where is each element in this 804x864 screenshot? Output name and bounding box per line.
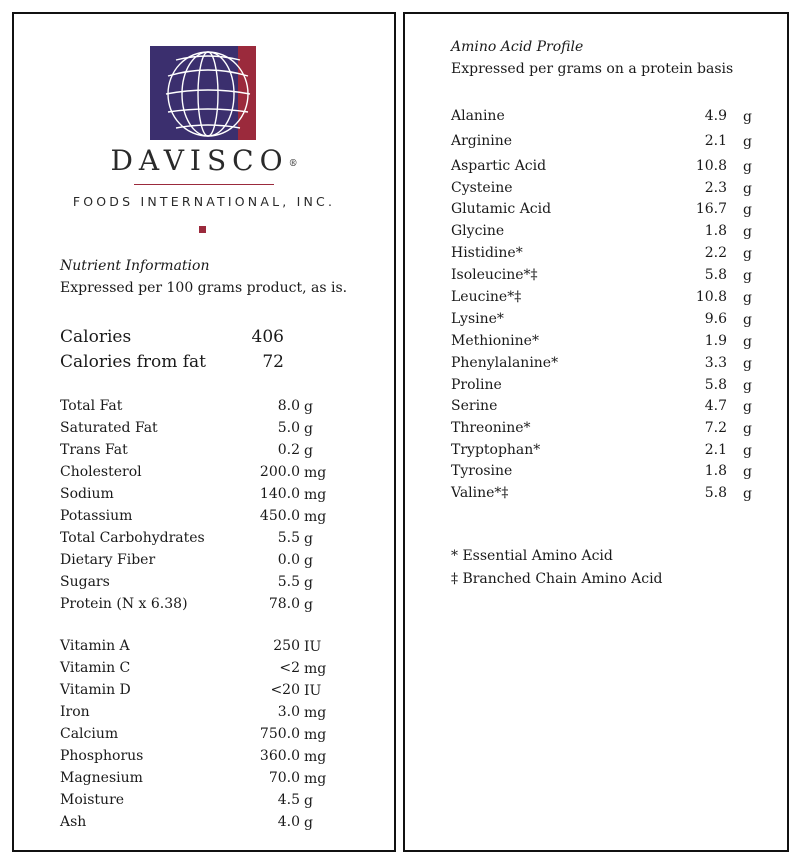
amino-value: 1.8 [704,463,727,479]
amino-unit: g [743,246,752,262]
nutrient-heading: Nutrient Information [60,258,210,274]
amino-label: Methionine* [451,333,539,349]
amino-label: Threonine* [451,420,531,436]
amino-unit: g [743,443,752,459]
nutrient-label: Total Fat [60,398,123,414]
amino-row [451,180,781,200]
amino-row [451,355,781,375]
nutrient-label: Protein (N x 6.38) [60,596,188,612]
amino-unit: g [743,399,752,415]
amino-row [451,420,781,440]
amino-label: Proline [451,377,502,393]
amino-unit: g [743,290,752,306]
nutrient-row [60,704,390,724]
amino-value: 1.8 [704,223,727,239]
amino-value: 10.8 [695,158,727,174]
amino-label: Arginine [451,133,513,149]
amino-value: 4.7 [704,398,727,414]
nutrient-value: 5.0 [277,420,300,436]
nutrient-unit: g [304,793,313,809]
amino-unit: g [743,224,752,240]
nutrient-unit: mg [304,487,327,503]
amino-value: 5.8 [704,485,727,501]
nutrient-row [60,508,390,528]
nutrient-unit: g [304,531,313,547]
amino-unit: g [743,356,752,372]
nutrient-row [60,420,390,440]
amino-unit: g [743,464,752,480]
nutrient-row [60,660,390,680]
nutrient-label: Sodium [60,486,114,502]
calories-from-fat-value: 72 [262,352,284,372]
amino-acid-panel [403,12,789,852]
amino-unit: g [743,109,752,125]
nutrient-value: 0.2 [277,442,300,458]
logo-name: DAVISCO® [110,144,298,177]
nutrient-unit: g [304,597,313,613]
amino-row [451,201,781,221]
nutrient-label: Vitamin A [60,638,130,654]
nutrient-panel [12,12,396,852]
nutrient-subheading: Expressed per 100 grams product, as is. [60,280,348,296]
amino-row [451,311,781,331]
nutrient-row [60,814,390,834]
amino-value: 2.1 [704,442,727,458]
nutrient-value: 4.5 [277,792,300,808]
nutrient-unit: g [304,553,313,569]
amino-value: 2.1 [704,133,727,149]
nutrient-value: <20 [270,682,300,698]
amino-label: Valine*‡ [451,485,509,501]
amino-unit: g [743,421,752,437]
essential-amino-note: * Essential Amino Acid [451,548,613,564]
nutrient-value: <2 [279,660,300,676]
amino-value: 4.9 [704,108,727,124]
logo-rule [134,184,274,185]
amino-value: 9.6 [704,311,727,327]
amino-row [451,377,781,397]
amino-label: Leucine*‡ [451,289,522,305]
nutrient-value: 70.0 [268,770,300,786]
nutrient-unit: mg [304,465,327,481]
nutrient-row [60,464,390,484]
nutrient-row [60,770,390,790]
nutrient-label: Potassium [60,508,133,524]
branched-chain-note: ‡ Branched Chain Amino Acid [451,571,663,587]
amino-unit: g [743,486,752,502]
amino-label: Aspartic Acid [451,158,547,174]
amino-unit: g [743,134,752,150]
nutrient-label: Total Carbohydrates [60,530,205,546]
nutrient-label: Sugars [60,574,110,590]
nutrient-row [60,748,390,768]
amino-unit: g [743,268,752,284]
calories-row [60,327,390,347]
nutrient-row [60,398,390,418]
nutrient-row [60,530,390,550]
nutrient-label: Dietary Fiber [60,552,156,568]
logo-accent-square [199,226,206,233]
logo-subtitle: FOODS INTERNATIONAL, INC. [72,194,336,209]
amino-row [451,158,781,178]
nutrient-unit: g [304,815,313,831]
nutrient-row [60,596,390,616]
nutrient-label: Vitamin D [60,682,131,698]
nutrient-unit: IU [304,683,322,699]
amino-unit: g [743,378,752,394]
nutrient-value: 450.0 [259,508,300,524]
nutrient-label: Calcium [60,726,119,742]
nutrient-label: Saturated Fat [60,420,158,436]
nutrient-unit: mg [304,771,327,787]
amino-unit: g [743,312,752,328]
nutrient-label: Ash [60,814,87,830]
amino-row [451,267,781,287]
nutrient-label: Moisture [60,792,125,808]
nutrient-unit: mg [304,749,327,765]
amino-value: 5.8 [704,377,727,393]
nutrient-value: 4.0 [277,814,300,830]
amino-row [451,333,781,353]
calories-from-fat-row [60,352,390,372]
nutrient-value: 360.0 [259,748,300,764]
nutrient-label: Cholesterol [60,464,142,480]
amino-unit: g [743,202,752,218]
amino-value: 16.7 [695,201,727,217]
amino-value: 1.9 [704,333,727,349]
amino-value: 7.2 [704,420,727,436]
nutrient-unit: mg [304,705,327,721]
amino-row [451,289,781,309]
amino-value: 2.3 [704,180,727,196]
calories-value: 406 [251,327,284,347]
amino-row [451,398,781,418]
globe-logo-icon [150,46,256,140]
nutrient-unit: mg [304,661,327,677]
amino-label: Histidine* [451,245,523,261]
nutrient-row [60,638,390,658]
nutrient-row [60,442,390,462]
amino-label: Glutamic Acid [451,201,552,217]
nutrient-value: 750.0 [259,726,300,742]
amino-label: Alanine [451,108,505,124]
nutrient-row [60,726,390,746]
nutrient-unit: g [304,443,313,459]
nutrient-value: 0.0 [277,552,300,568]
nutrient-row [60,792,390,812]
amino-unit: g [743,334,752,350]
nutrient-label: Iron [60,704,90,720]
amino-row [451,223,781,243]
amino-row [451,442,781,462]
amino-label: Isoleucine*‡ [451,267,538,283]
nutrient-value: 140.0 [259,486,300,502]
amino-label: Phenylalanine* [451,355,559,371]
amino-value: 2.2 [704,245,727,261]
nutrient-unit: mg [304,509,327,525]
nutrient-value: 5.5 [277,574,300,590]
amino-value: 5.8 [704,267,727,283]
amino-label: Lysine* [451,311,504,327]
nutrient-value: 8.0 [277,398,300,414]
nutrient-value: 78.0 [268,596,300,612]
nutrient-label: Trans Fat [60,442,128,458]
calories-label: Calories [60,327,132,347]
amino-unit: g [743,159,752,175]
nutrient-label: Vitamin C [60,660,131,676]
amino-label: Tryptophan* [451,442,541,458]
nutrient-value: 5.5 [277,530,300,546]
nutrient-value: 200.0 [259,464,300,480]
amino-label: Glycine [451,223,505,239]
nutrient-unit: IU [304,639,322,655]
nutrient-unit: mg [304,727,327,743]
amino-label: Tyrosine [451,463,513,479]
nutrient-row [60,552,390,572]
nutrient-label: Magnesium [60,770,143,786]
amino-subheading: Expressed per grams on a protein basis [451,61,734,77]
amino-unit: g [743,181,752,197]
nutrient-unit: g [304,421,313,437]
amino-label: Serine [451,398,498,414]
amino-value: 10.8 [695,289,727,305]
nutrient-unit: g [304,575,313,591]
nutrient-row [60,574,390,594]
amino-heading: Amino Acid Profile [451,39,584,55]
nutrient-label: Phosphorus [60,748,144,764]
nutrient-row [60,682,390,702]
nutrient-value: 3.0 [277,704,300,720]
amino-label: Cysteine [451,180,513,196]
nutrient-unit: g [304,399,313,415]
amino-value: 3.3 [704,355,727,371]
nutrient-row [60,486,390,506]
nutrient-value: 250 [273,638,300,654]
amino-row [451,245,781,265]
amino-row [451,463,781,483]
amino-row [451,133,781,153]
davisco-logo [14,44,394,244]
amino-row [451,485,781,505]
amino-row [451,108,781,128]
calories-from-fat-label: Calories from fat [60,352,207,372]
